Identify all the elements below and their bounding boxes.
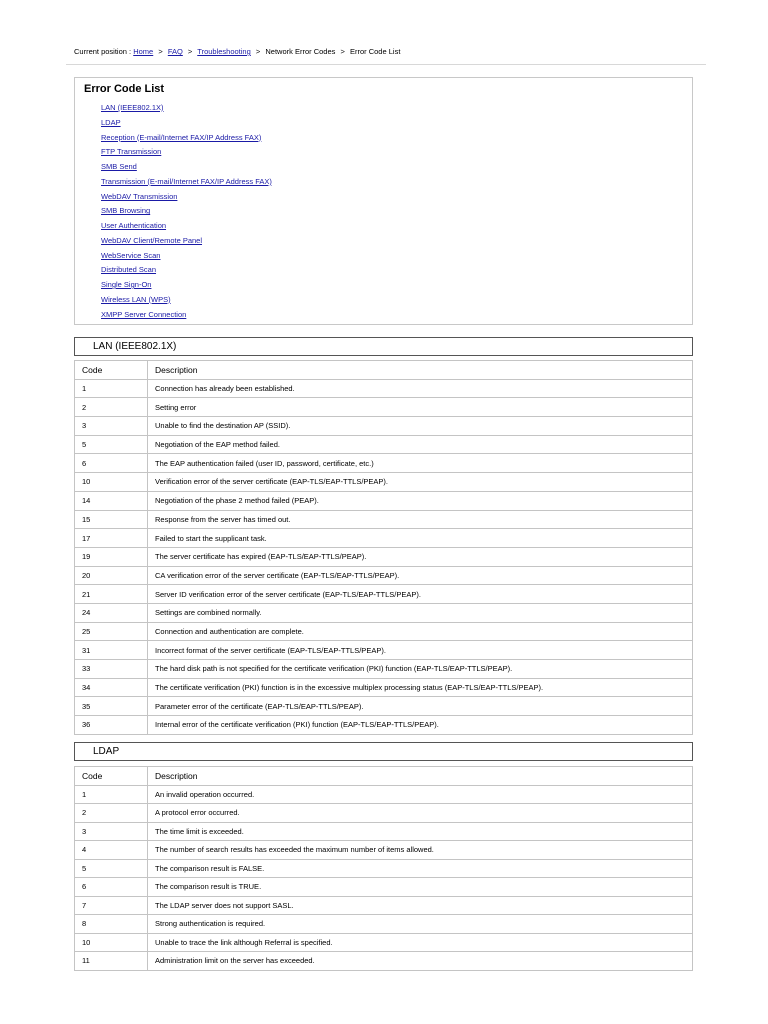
error-description-cell: A protocol error occurred. xyxy=(148,804,693,823)
index-item xyxy=(101,279,272,294)
section-header-lan: LAN (IEEE802.1X) xyxy=(74,337,693,356)
column-header-description: Description xyxy=(148,361,693,380)
error-description-cell: The number of search results has exceeded the maximum number of items allowed. xyxy=(148,841,693,860)
error-code-cell: 14 xyxy=(75,491,148,510)
column-header-code: Code xyxy=(75,767,148,786)
table-row xyxy=(75,585,693,604)
error-description-cell: Internal error of the certificate verification (PKI) function (EAP-TLS/EAP-TTLS/PEAP). xyxy=(148,716,693,735)
table-row xyxy=(75,510,693,529)
error-code-cell: 7 xyxy=(75,896,148,915)
table-row xyxy=(75,841,693,860)
error-description-cell: The comparison result is FALSE. xyxy=(148,859,693,878)
index-link[interactable]: WebService Scan xyxy=(101,250,161,260)
table-row xyxy=(75,785,693,804)
index-link[interactable]: SMB Browsing xyxy=(101,206,151,216)
table-row xyxy=(75,641,693,660)
column-header-description: Description xyxy=(148,767,693,786)
error-code-cell: 17 xyxy=(75,529,148,548)
index-item xyxy=(101,102,272,117)
table-row xyxy=(75,878,693,897)
index-item xyxy=(101,176,272,191)
table-row xyxy=(75,417,693,436)
error-code-cell: 21 xyxy=(75,585,148,604)
table-row xyxy=(75,804,693,823)
error-description-cell: Connection and authentication are complete. xyxy=(148,622,693,641)
index-link[interactable]: Single Sign-On xyxy=(101,280,152,289)
breadcrumb xyxy=(74,47,400,56)
divider xyxy=(66,64,706,65)
table-row xyxy=(75,491,693,510)
table-row xyxy=(75,716,693,735)
index-link[interactable]: XMPP Server Connection xyxy=(101,309,187,319)
table-row xyxy=(75,952,693,971)
index-item xyxy=(101,161,272,176)
error-description-cell: The time limit is exceeded. xyxy=(148,822,693,841)
error-code-cell: 2 xyxy=(75,804,148,823)
error-code-cell: 11 xyxy=(75,952,148,971)
error-code-cell: 1 xyxy=(75,379,148,398)
error-code-cell: 6 xyxy=(75,878,148,897)
error-code-cell: 3 xyxy=(75,822,148,841)
error-description-cell: The server certificate has expired (EAP-TLS/EAP-TTLS/PEAP). xyxy=(148,547,693,566)
error-code-cell: 20 xyxy=(75,566,148,585)
index-item xyxy=(101,117,272,132)
error-description-cell: Response from the server has timed out. xyxy=(148,510,693,529)
error-description-cell: Unable to trace the link although Referral is specified. xyxy=(148,933,693,952)
table-row xyxy=(75,529,693,548)
error-code-cell: 33 xyxy=(75,660,148,679)
index-link[interactable]: LDAP xyxy=(101,117,121,127)
breadcrumb-current: Error Code List xyxy=(349,47,401,56)
ldap-error-table xyxy=(74,766,693,971)
error-description-cell: Strong authentication is required. xyxy=(148,915,693,934)
breadcrumb-network-error-codes: Network Error Codes xyxy=(265,47,336,56)
index-link[interactable]: FTP Transmission xyxy=(101,147,162,157)
table-row xyxy=(75,454,693,473)
error-code-cell: 10 xyxy=(75,473,148,492)
column-header-code: Code xyxy=(75,361,148,380)
index-item xyxy=(101,132,272,147)
index-link[interactable]: User Authentication xyxy=(101,221,167,230)
error-description-cell: The comparison result is TRUE. xyxy=(148,878,693,897)
index-title: Error Code List xyxy=(84,83,165,95)
index-link[interactable]: Transmission (E-mail/Internet FAX/IP Address FAX) xyxy=(101,176,272,186)
error-code-cell: 5 xyxy=(75,435,148,454)
index-item xyxy=(101,220,272,235)
breadcrumb-separator: > xyxy=(187,47,193,56)
error-code-cell: 4 xyxy=(75,841,148,860)
table-row xyxy=(75,603,693,622)
index-link[interactable]: LAN (IEEE802.1X) xyxy=(101,103,164,112)
error-description-cell: Failed to start the supplicant task. xyxy=(148,529,693,548)
breadcrumb-separator: > xyxy=(340,47,345,56)
index-link[interactable]: WebDAV Transmission xyxy=(101,191,178,201)
index-link[interactable]: SMB Send xyxy=(101,162,137,171)
error-description-cell: CA verification error of the server certificate (EAP-TLS/EAP-TTLS/PEAP). xyxy=(148,566,693,585)
error-description-cell: Negotiation of the EAP method failed. xyxy=(148,435,693,454)
index-item xyxy=(101,294,272,309)
error-code-cell: 10 xyxy=(75,933,148,952)
breadcrumb-link-home[interactable]: Home xyxy=(133,47,154,56)
error-code-cell: 6 xyxy=(75,454,148,473)
error-description-cell: Setting error xyxy=(148,398,693,417)
table-row xyxy=(75,379,693,398)
error-description-cell: The LDAP server does not support SASL. xyxy=(148,896,693,915)
table-header-row xyxy=(75,767,693,786)
error-code-cell: 35 xyxy=(75,697,148,716)
error-description-cell: Server ID verification error of the server certificate (EAP-TLS/EAP-TTLS/PEAP). xyxy=(148,585,693,604)
error-description-cell: The certificate verification (PKI) function is in the excessive multiplex processing status (EAP-TLS/EAP-TTLS/PEAP). xyxy=(148,678,693,697)
index-link[interactable]: WebDAV Client/Remote Panel xyxy=(101,235,203,245)
error-description-cell: The EAP authentication failed (user ID, password, certificate, etc.) xyxy=(148,454,693,473)
error-description-cell: Incorrect format of the server certificate (EAP-TLS/EAP-TTLS/PEAP). xyxy=(148,641,693,660)
index-item xyxy=(101,205,272,220)
section-header-ldap: LDAP xyxy=(74,742,693,761)
table-row xyxy=(75,678,693,697)
table-row xyxy=(75,398,693,417)
index-item xyxy=(101,309,272,324)
lan-error-table xyxy=(74,360,693,735)
index-item xyxy=(101,191,272,206)
table-row xyxy=(75,822,693,841)
lan-table-body xyxy=(75,379,693,734)
error-code-cell: 25 xyxy=(75,622,148,641)
table-row xyxy=(75,660,693,679)
table-row xyxy=(75,697,693,716)
breadcrumb-separator: > xyxy=(255,47,261,56)
error-description-cell: Negotiation of the phase 2 method failed (PEAP). xyxy=(148,491,693,510)
error-description-cell: Settings are combined normally. xyxy=(148,603,693,622)
table-row xyxy=(75,622,693,641)
error-description-cell: An invalid operation occurred. xyxy=(148,785,693,804)
index-list xyxy=(101,102,272,323)
error-code-cell: 19 xyxy=(75,547,148,566)
error-code-cell: 15 xyxy=(75,510,148,529)
breadcrumb-label: Current position : xyxy=(74,47,132,56)
error-description-cell: Administration limit on the server has exceeded. xyxy=(148,952,693,971)
error-code-cell: 1 xyxy=(75,785,148,804)
index-item xyxy=(101,250,272,265)
table-row xyxy=(75,473,693,492)
error-code-cell: 24 xyxy=(75,603,148,622)
table-row xyxy=(75,915,693,934)
error-description-cell: Verification error of the server certificate (EAP-TLS/EAP-TTLS/PEAP). xyxy=(148,473,693,492)
breadcrumb-link-troubleshooting[interactable]: Troubleshooting xyxy=(197,47,251,56)
error-description-cell: The hard disk path is not specified for the certificate verification (PKI) function (EAP-TLS/EAP-TTLS/PEAP). xyxy=(148,660,693,679)
table-row xyxy=(75,435,693,454)
ldap-table-body xyxy=(75,785,693,970)
table-row xyxy=(75,896,693,915)
index-item xyxy=(101,235,272,250)
error-code-cell: 5 xyxy=(75,859,148,878)
table-row xyxy=(75,859,693,878)
error-code-cell: 31 xyxy=(75,641,148,660)
breadcrumb-separator: > xyxy=(158,47,163,56)
error-description-cell: Parameter error of the certificate (EAP-TLS/EAP-TTLS/PEAP). xyxy=(148,697,693,716)
index-item xyxy=(101,146,272,161)
error-code-cell: 36 xyxy=(75,716,148,735)
error-code-cell: 8 xyxy=(75,915,148,934)
index-link[interactable]: Wireless LAN (WPS) xyxy=(101,294,171,304)
table-row xyxy=(75,547,693,566)
breadcrumb-link-faq[interactable]: FAQ xyxy=(167,47,183,56)
table-row xyxy=(75,566,693,585)
table-row xyxy=(75,933,693,952)
index-item xyxy=(101,264,272,279)
index-link[interactable]: Reception (E-mail/Internet FAX/IP Address FAX) xyxy=(101,132,262,142)
index-link[interactable]: Distributed Scan xyxy=(101,265,157,275)
error-description-cell: Connection has already been established. xyxy=(148,379,693,398)
error-code-index xyxy=(74,77,693,325)
error-code-cell: 3 xyxy=(75,417,148,436)
table-header-row xyxy=(75,361,693,380)
error-code-cell: 34 xyxy=(75,678,148,697)
error-code-cell: 2 xyxy=(75,398,148,417)
error-description-cell: Unable to find the destination AP (SSID). xyxy=(148,417,693,436)
